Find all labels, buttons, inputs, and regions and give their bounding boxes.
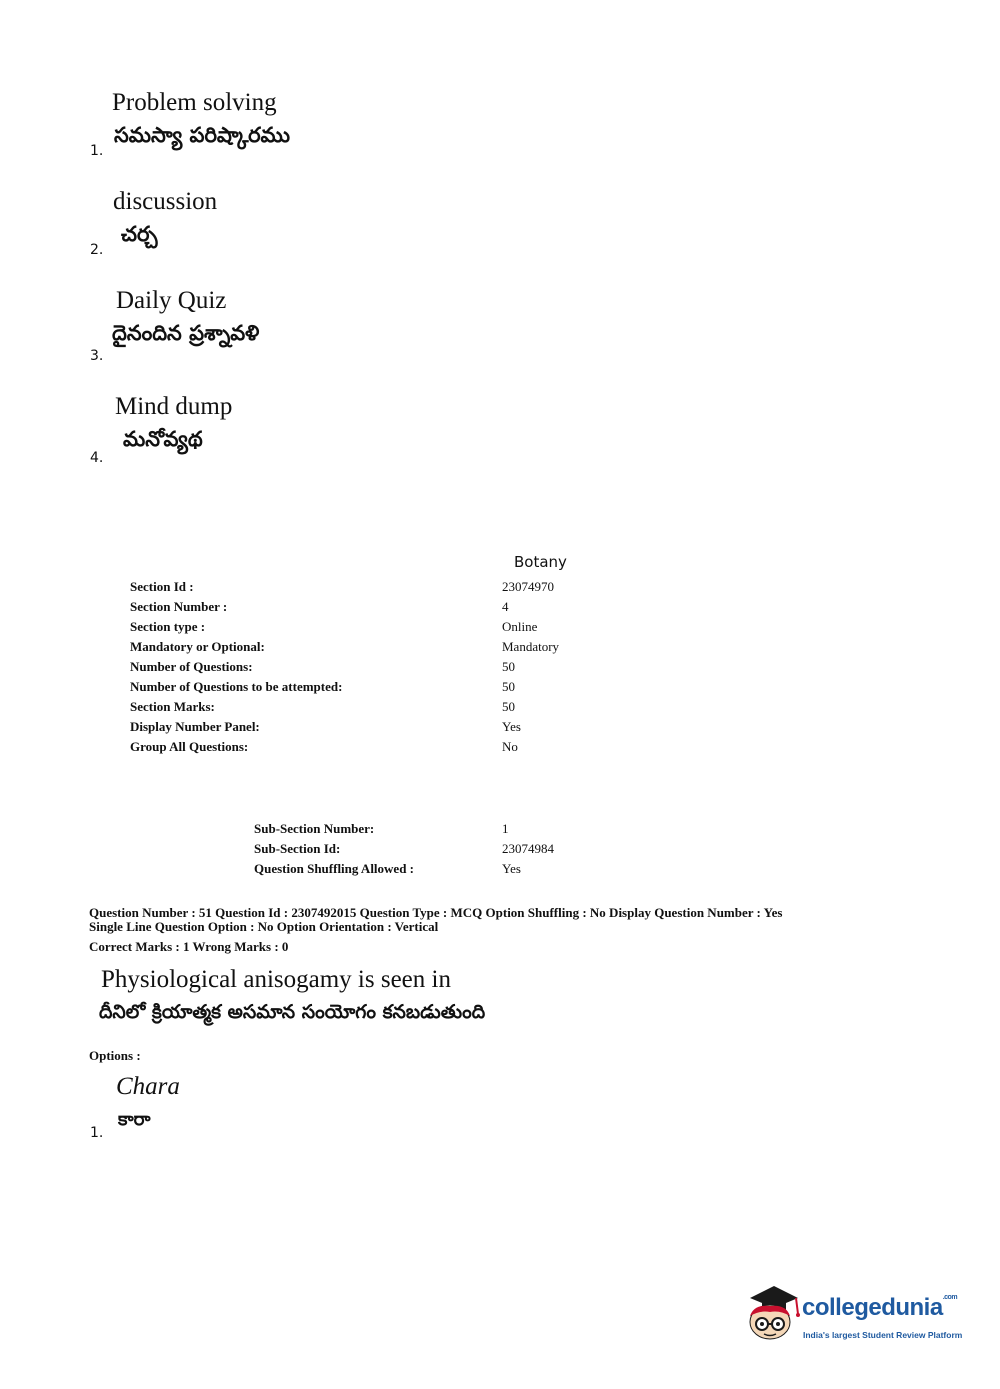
section-row-value: No (502, 739, 518, 754)
section-row-label: Number of Questions: (130, 659, 253, 674)
option-english: Daily Quiz (116, 287, 227, 314)
mascot-icon (740, 1280, 802, 1350)
section-row (130, 657, 515, 677)
logo-tagline: India's largest Student Review Platform (803, 1330, 963, 1340)
logo-name: collegedunia (802, 1294, 943, 1321)
option-telugu: సమస్యా పరిష్కారము (114, 123, 291, 147)
section-row (130, 677, 515, 697)
subsection-row (254, 819, 509, 839)
subsection-details (254, 819, 554, 879)
section-row (130, 577, 554, 597)
option-english: discussion (113, 188, 218, 215)
section-row-value: 4 (502, 599, 509, 614)
section-name: Botany (514, 553, 567, 571)
section-row-value: Mandatory (502, 639, 560, 654)
question-text-telugu: దీనిలో క్రియాత్మక అసమాన సంయోగం కనబడుతుంది (99, 1001, 486, 1023)
option-english: Mind dump (115, 393, 233, 420)
section-row-value: 50 (502, 679, 515, 694)
section-row (130, 597, 509, 617)
subsection-row-label: Sub-Section Number: (254, 821, 375, 836)
subsection-row (254, 859, 521, 879)
section-row (130, 637, 560, 657)
section-row-label: Group All Questions: (130, 739, 249, 754)
section-row-value: 23074970 (502, 579, 554, 594)
section-row-label: Number of Questions to be attempted: (130, 679, 343, 694)
section-row-label: Section Number : (130, 599, 228, 614)
option-number: 3. (90, 348, 104, 364)
section-row (130, 617, 538, 637)
section-row-label: Section type : (130, 619, 206, 634)
subsection-row-value: 23074984 (502, 841, 554, 856)
section-row-label: Mandatory or Optional: (130, 639, 265, 654)
option-english: Problem solving (112, 89, 277, 116)
option-english: Chara (116, 1073, 180, 1100)
subsection-row-label: Question Shuffling Allowed : (254, 861, 415, 876)
section-row (130, 697, 515, 717)
section-row-value: 50 (502, 699, 515, 714)
section-details (130, 577, 560, 757)
subsection-row-label: Sub-Section Id: (254, 841, 341, 856)
options-label: Options : (89, 1048, 141, 1063)
option-number: 2. (90, 242, 104, 258)
subsection-row-value: Yes (502, 861, 521, 876)
option-telugu: చర్చ (121, 222, 158, 246)
option-number: 1. (90, 143, 104, 159)
section-row-value: Yes (502, 719, 521, 734)
question-text-english: Physiological anisogamy is seen in (101, 966, 451, 993)
subsection-row-value: 1 (502, 821, 509, 836)
subsection-row (254, 839, 554, 859)
option-number: 1. (90, 1125, 104, 1141)
option-telugu: మనోవ్యథ (123, 427, 203, 451)
section-row-label: Section Id : (130, 579, 194, 594)
collegedunia-logo (740, 1280, 980, 1350)
section-row (130, 717, 521, 737)
section-row-value: Online (502, 619, 538, 634)
logo-suffix: .com (942, 1294, 958, 1301)
question-marks: Correct Marks : 1 Wrong Marks : 0 (89, 939, 289, 954)
question-meta-line-1: Question Number : 51 Question Id : 2307492015 Question Type : MCQ Option Shuffling : No Display Question Number : Yes (89, 905, 783, 920)
section-row-value: 50 (502, 659, 515, 674)
section-row (130, 737, 518, 757)
option-number: 4. (90, 450, 104, 466)
option-telugu: దైనందిన ప్రశ్నావళి (112, 321, 260, 345)
section-row-label: Display Number Panel: (130, 719, 260, 734)
option-telugu: కారా (118, 1109, 151, 1130)
section-row-label: Section Marks: (130, 699, 215, 714)
question-meta-line-2: Single Line Question Option : No Option Orientation : Vertical (89, 919, 439, 934)
